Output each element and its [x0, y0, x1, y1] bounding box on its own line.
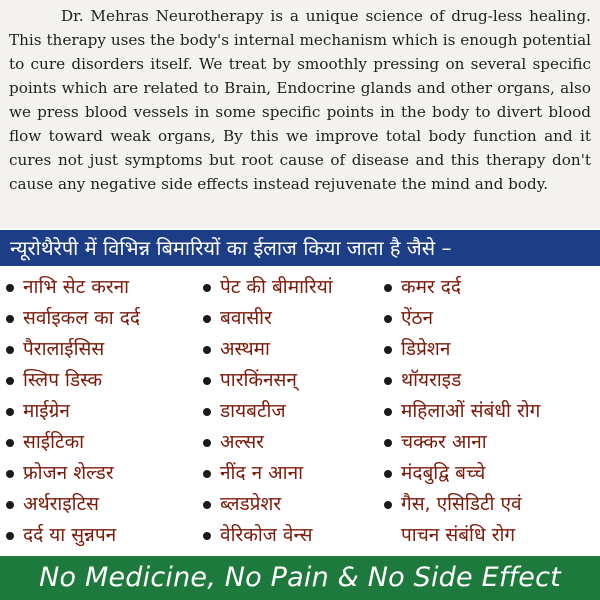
list-item: [6, 272, 140, 303]
list-item: [203, 396, 333, 427]
list-item-label: वेरिकोज वेन्स: [220, 524, 313, 546]
list-item-label: नाभि सेट करना: [23, 276, 130, 298]
bullet-icon: [203, 377, 211, 385]
intro-paragraph: [9, 4, 591, 196]
list-item-label: ब्लडप्रेशर: [220, 493, 282, 515]
bullet-icon: [384, 408, 392, 416]
bullet-icon: [203, 284, 211, 292]
bullet-icon: [203, 346, 211, 354]
list-item: [6, 365, 140, 396]
bullet-icon: [203, 501, 211, 509]
list-item: [384, 489, 540, 520]
list-item: [6, 303, 140, 334]
diseases-column-3: [384, 272, 540, 551]
bullet-icon: [384, 284, 392, 292]
diseases-column-2: [203, 272, 333, 551]
bullet-icon: [203, 315, 211, 323]
list-item: [384, 458, 540, 489]
intro-text: Dr. Mehras Neurotherapy is a unique science of drug-less healing. This therapy uses the body's internal mechanism which is enough potential to cure disorders itself. We treat by smoothly pressing on several specific points which are related to Brain, Endocrine glands and other organs, also we press blood vessels in some specific points in the body to divert blood flow toward weak organs, By this we improve total body function and it cures not just symptoms but root cause of disease and this therapy don't cause any negative side effects instead rejuvenate the mind and body.: [9, 7, 591, 193]
list-item: [203, 365, 333, 396]
list-item: [384, 303, 540, 334]
list-item: [6, 334, 140, 365]
list-item-label: डिप्रेशन: [401, 338, 451, 360]
list-item: [384, 427, 540, 458]
list-item-label: पारकिंनसन्: [220, 369, 297, 391]
bullet-icon: [384, 346, 392, 354]
bullet-icon: [6, 346, 14, 354]
list-item-label: पेट की बीमारियां: [220, 276, 333, 298]
bullet-icon: [384, 377, 392, 385]
bullet-icon: [6, 284, 14, 292]
list-item-label: दर्द या सुन्नपन: [23, 524, 117, 546]
list-item-label: कमर दर्द: [401, 276, 461, 298]
banner-heading: न्यूरोथैरेपी में विभिन्न बिमारियों का ईलाज किया जाता है जैसे –: [10, 236, 452, 260]
list-item: [384, 396, 540, 427]
bullet-icon: [203, 532, 211, 540]
list-item-label: गैस, एसिडिटी एवं: [401, 493, 522, 515]
bullet-icon: [384, 439, 392, 447]
list-item: [203, 427, 333, 458]
list-item-label: पाचन संबंधि रोग: [401, 524, 516, 546]
list-item-label: साईटिका: [23, 431, 85, 453]
list-item: [6, 458, 140, 489]
bullet-icon: [6, 501, 14, 509]
list-item: [6, 520, 140, 551]
list-item-label: ऐंठन: [401, 307, 434, 329]
list-item: [6, 427, 140, 458]
bullet-icon: [6, 315, 14, 323]
diseases-banner: [0, 230, 600, 266]
list-item: [384, 334, 540, 365]
list-item: [384, 365, 540, 396]
diseases-list: [0, 272, 600, 554]
bullet-icon: [6, 408, 14, 416]
diseases-column-1: [6, 272, 140, 551]
list-item: [203, 303, 333, 334]
list-item-label: पैरालाईसिस: [23, 338, 105, 360]
intro-section: [0, 0, 600, 228]
list-item-label: नींद न आना: [220, 462, 304, 484]
bullet-icon: [384, 470, 392, 478]
footer-banner: [0, 556, 600, 600]
list-item-label: सर्वाइकल का दर्द: [23, 307, 140, 329]
list-item-label: मंदबुद्वि बच्चे: [401, 462, 486, 484]
list-item-label: चक्कर आना: [401, 431, 487, 453]
bullet-icon: [203, 408, 211, 416]
list-item: [6, 489, 140, 520]
bullet-icon: [6, 377, 14, 385]
list-item-label: अस्थमा: [220, 338, 270, 360]
list-item-label: डायबटीज: [220, 400, 286, 422]
list-item: [203, 520, 333, 551]
list-item-label: स्लिप डिस्क: [23, 369, 103, 391]
bullet-icon: [6, 470, 14, 478]
list-item: [203, 334, 333, 365]
list-item-label: माईग्रेन: [23, 400, 70, 422]
bullet-icon: [384, 315, 392, 323]
list-item: [203, 458, 333, 489]
list-item-label: फ्रोजन शेल्डर: [23, 462, 114, 484]
bullet-icon: [6, 439, 14, 447]
bullet-icon: [203, 470, 211, 478]
list-item: [203, 489, 333, 520]
bullet-icon: [6, 532, 14, 540]
list-item: [203, 272, 333, 303]
list-item: [384, 272, 540, 303]
list-item-label: थॉयराइड: [401, 369, 462, 391]
list-item-label: अल्सर: [220, 431, 264, 453]
bullet-icon: [384, 501, 392, 509]
footer-tagline: No Medicine, No Pain & No Side Effect: [39, 562, 561, 593]
list-item-label: अर्थराइटिस: [23, 493, 100, 515]
list-item-label: बवासीर: [220, 307, 272, 329]
bullet-icon: [203, 439, 211, 447]
list-item-label: महिलाओं संबंधी रोग: [401, 400, 541, 422]
list-item: [384, 520, 540, 551]
list-item: [6, 396, 140, 427]
